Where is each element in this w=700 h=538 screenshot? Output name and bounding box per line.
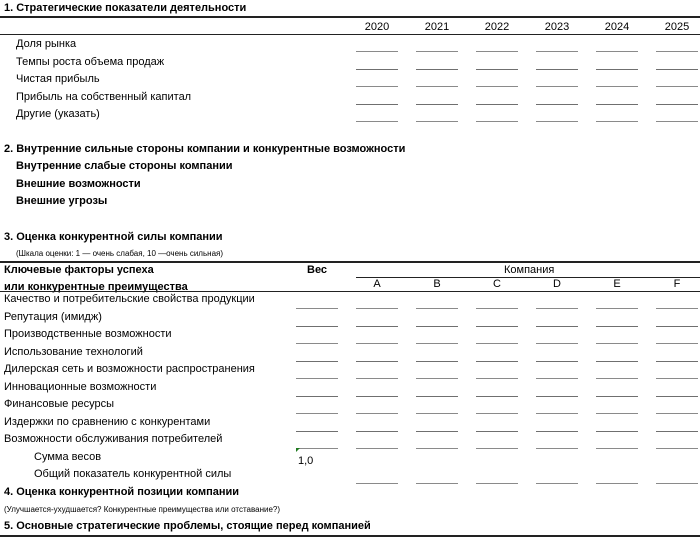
rating-input-B[interactable]: [416, 326, 458, 327]
weight-input[interactable]: [296, 361, 338, 362]
rating-input-C[interactable]: [476, 396, 518, 397]
sum-row-input-D[interactable]: [536, 448, 578, 449]
indicator-input-2025[interactable]: [656, 121, 698, 122]
indicator-input-2021[interactable]: [416, 104, 458, 105]
indicator-label: Чистая прибыль: [16, 73, 100, 85]
indicator-input-2023[interactable]: [536, 121, 578, 122]
rating-input-A[interactable]: [356, 378, 398, 379]
indicator-input-2020[interactable]: [356, 51, 398, 52]
weight-input[interactable]: [296, 431, 338, 432]
overall-input-D[interactable]: [536, 483, 578, 484]
section2-item: Внутренние слабые стороны компании: [16, 160, 233, 172]
rating-input-E[interactable]: [596, 326, 638, 327]
section4-note: (Улучшается-ухудшается? Конкурентные преимущества или отставание?): [4, 505, 281, 514]
indicator-input-2024[interactable]: [596, 121, 638, 122]
rating-input-A[interactable]: [356, 326, 398, 327]
company-col-D: D: [553, 278, 561, 290]
company-header: Компания: [504, 264, 555, 276]
company-col-A: A: [373, 278, 381, 290]
indicator-label: Доля рынка: [16, 38, 77, 50]
weight-input[interactable]: [296, 448, 338, 449]
section4-title: 4. Оценка конкурентной позиции компании: [4, 486, 240, 498]
factor-label: Инновационные возможности: [4, 380, 157, 393]
sum-value: 1,0: [298, 455, 314, 467]
rating-input-D[interactable]: [536, 396, 578, 397]
indicator-input-2022[interactable]: [476, 51, 518, 52]
scale-note: (Шкала оценки: 1 — очень слабая, 10 —очень сильная): [16, 249, 224, 258]
indicator-input-2023[interactable]: [536, 51, 578, 52]
year-header-2025: 2025: [664, 21, 690, 33]
indicator-input-2022[interactable]: [476, 69, 518, 70]
rating-input-D[interactable]: [536, 343, 578, 344]
rating-input-F[interactable]: [656, 413, 698, 414]
year-header-2022: 2022: [484, 21, 510, 33]
rating-input-B[interactable]: [416, 361, 458, 362]
rating-input-E[interactable]: [596, 308, 638, 309]
overall-input-B[interactable]: [416, 483, 458, 484]
factors-header-line2: или конкурентные преимущества: [4, 281, 188, 293]
factor-label: Производственные возможности: [4, 328, 172, 340]
weight-input[interactable]: [296, 396, 338, 397]
indicator-input-2024[interactable]: [596, 104, 638, 105]
rating-input-E[interactable]: [596, 431, 638, 432]
rating-input-E[interactable]: [596, 343, 638, 344]
weight-input[interactable]: [296, 343, 338, 344]
factor-label: Дилерская сеть и возможности распространения: [4, 363, 255, 375]
rating-input-A[interactable]: [356, 431, 398, 432]
section5-title: 5. Основные стратегические проблемы, стоящие перед компанией: [4, 520, 371, 532]
indicator-input-2021[interactable]: [416, 121, 458, 122]
indicator-input-2020[interactable]: [356, 104, 398, 105]
cell-comment-marker: [296, 448, 300, 452]
indicator-input-2023[interactable]: [536, 86, 578, 87]
sum-row-input-A[interactable]: [356, 448, 398, 449]
rating-input-C[interactable]: [476, 431, 518, 432]
year-header-2023: 2023: [544, 21, 570, 33]
section1-top-rule: [0, 16, 700, 18]
indicator-input-2020[interactable]: [356, 69, 398, 70]
indicator-input-2024[interactable]: [596, 51, 638, 52]
factors-header-line1: Ключевые факторы успеха: [4, 264, 154, 276]
rating-input-B[interactable]: [416, 413, 458, 414]
overall-label: Общий показатель конкурентной силы: [34, 468, 232, 480]
factor-label: Возможности обслуживания потребителей: [4, 433, 223, 445]
indicator-input-2025[interactable]: [656, 69, 698, 70]
indicator-input-2023[interactable]: [536, 69, 578, 70]
company-col-E: E: [613, 278, 621, 290]
factor-label: Репутация (имидж): [4, 310, 102, 323]
section1-title: 1. Стратегические показатели деятельности: [4, 2, 247, 14]
indicator-input-2020[interactable]: [356, 121, 398, 122]
rating-input-C[interactable]: [476, 413, 518, 414]
factor-label: Финансовые ресурсы: [4, 398, 115, 410]
indicator-input-2022[interactable]: [476, 86, 518, 87]
indicator-input-2022[interactable]: [476, 104, 518, 105]
indicator-input-2025[interactable]: [656, 104, 698, 105]
rating-input-D[interactable]: [536, 378, 578, 379]
section3-header-rule: [0, 291, 700, 292]
rating-input-C[interactable]: [476, 326, 518, 327]
rating-input-C[interactable]: [476, 378, 518, 379]
section1-header-rule: [0, 34, 700, 35]
section3-title: 3. Оценка конкурентной силы компании: [4, 231, 223, 243]
rating-input-D[interactable]: [536, 361, 578, 362]
indicator-input-2021[interactable]: [416, 51, 458, 52]
factor-label: Использование технологий: [4, 345, 143, 358]
weight-input[interactable]: [296, 378, 338, 379]
sum-row-input-F[interactable]: [656, 448, 698, 449]
section2-title: 2. Внутренние сильные стороны компании и конкурентные возможности: [4, 143, 406, 155]
company-col-B: B: [433, 278, 441, 290]
rating-input-F[interactable]: [656, 378, 698, 379]
rating-input-D[interactable]: [536, 431, 578, 432]
indicator-label: Прибыль на собственный капитал: [16, 90, 192, 103]
rating-input-B[interactable]: [416, 378, 458, 379]
sum-label: Сумма весов: [34, 451, 102, 463]
rating-input-E[interactable]: [596, 413, 638, 414]
rating-input-E[interactable]: [596, 361, 638, 362]
rating-input-F[interactable]: [656, 308, 698, 309]
rating-input-A[interactable]: [356, 413, 398, 414]
rating-input-F[interactable]: [656, 361, 698, 362]
rating-input-E[interactable]: [596, 396, 638, 397]
rating-input-D[interactable]: [536, 413, 578, 414]
year-header-2021: 2021: [424, 21, 450, 33]
indicator-label: Другие (указать): [16, 108, 100, 120]
indicator-label: Темпы роста объема продаж: [16, 55, 165, 68]
factor-label: Издержки по сравнению с конкурентами: [4, 415, 211, 428]
indicator-input-2021[interactable]: [416, 69, 458, 70]
rating-input-F[interactable]: [656, 326, 698, 327]
rating-input-D[interactable]: [536, 326, 578, 327]
rating-input-C[interactable]: [476, 361, 518, 362]
rating-input-C[interactable]: [476, 343, 518, 344]
section2-item: Внешние возможности: [16, 177, 141, 190]
rating-input-B[interactable]: [416, 431, 458, 432]
rating-input-A[interactable]: [356, 396, 398, 397]
overall-input-F[interactable]: [656, 483, 698, 484]
overall-input-A[interactable]: [356, 483, 398, 484]
rating-input-C[interactable]: [476, 308, 518, 309]
company-col-C: C: [493, 278, 501, 290]
weight-input[interactable]: [296, 326, 338, 327]
section5-rule: [0, 535, 700, 537]
overall-input-C[interactable]: [476, 483, 518, 484]
company-col-F: F: [673, 278, 681, 290]
indicator-input-2023[interactable]: [536, 104, 578, 105]
section2-item: Внешние угрозы: [16, 195, 108, 207]
indicator-input-2025[interactable]: [656, 86, 698, 87]
rating-input-B[interactable]: [416, 343, 458, 344]
indicator-input-2024[interactable]: [596, 86, 638, 87]
sum-row-input-C[interactable]: [476, 448, 518, 449]
indicator-input-2024[interactable]: [596, 69, 638, 70]
indicator-input-2022[interactable]: [476, 121, 518, 122]
rating-input-F[interactable]: [656, 431, 698, 432]
weight-input[interactable]: [296, 308, 338, 309]
indicator-input-2025[interactable]: [656, 51, 698, 52]
sum-row-input-E[interactable]: [596, 448, 638, 449]
weight-header: Вес: [307, 264, 328, 276]
rating-input-E[interactable]: [596, 378, 638, 379]
rating-input-A[interactable]: [356, 308, 398, 309]
rating-input-F[interactable]: [656, 396, 698, 397]
rating-input-F[interactable]: [656, 343, 698, 344]
rating-input-A[interactable]: [356, 361, 398, 362]
overall-input-E[interactable]: [596, 483, 638, 484]
weight-input[interactable]: [296, 413, 338, 414]
rating-input-B[interactable]: [416, 396, 458, 397]
indicator-input-2020[interactable]: [356, 86, 398, 87]
year-header-2020: 2020: [364, 21, 390, 33]
sum-row-input-B[interactable]: [416, 448, 458, 449]
factor-label: Качество и потребительские свойства продукции: [4, 293, 255, 305]
rating-input-D[interactable]: [536, 308, 578, 309]
company-subrule: [356, 277, 700, 278]
year-header-2024: 2024: [604, 21, 630, 33]
indicator-input-2021[interactable]: [416, 86, 458, 87]
rating-input-A[interactable]: [356, 343, 398, 344]
rating-input-B[interactable]: [416, 308, 458, 309]
section3-top-rule: [0, 261, 700, 263]
